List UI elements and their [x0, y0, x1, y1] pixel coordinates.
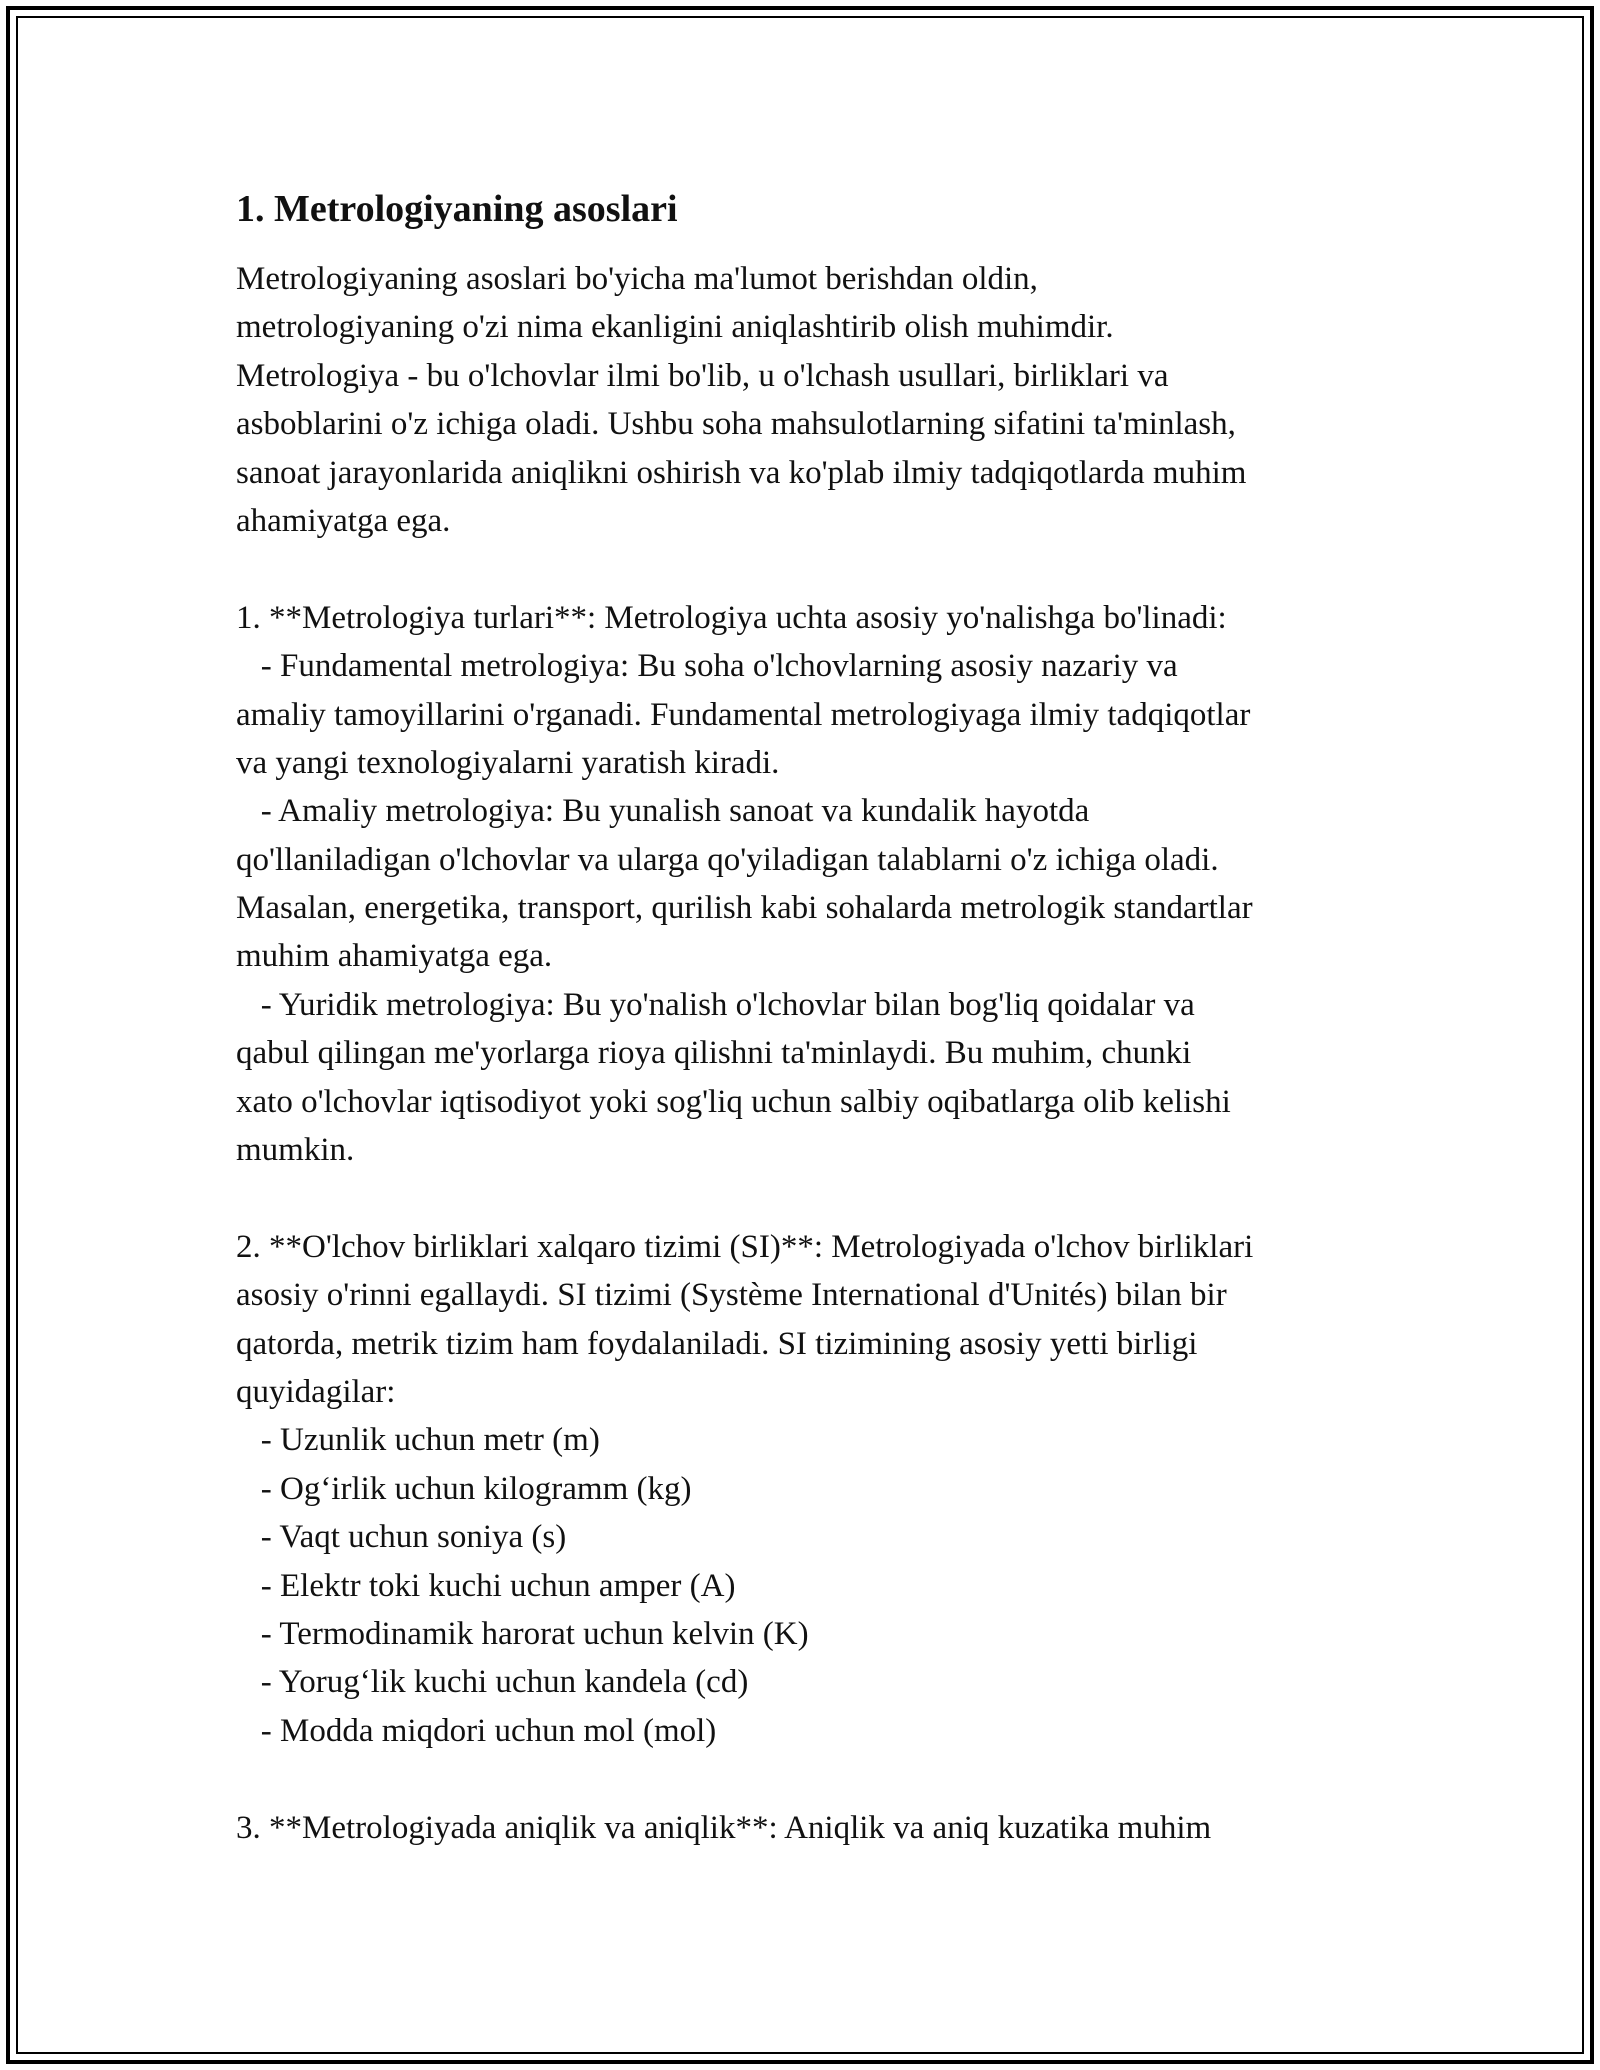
text-line: va yangi texnologiyalarni yaratish kiradi.: [236, 744, 780, 781]
paragraph-gap: [236, 1174, 1376, 1222]
text-line: xato o'lchovlar iqtisodiyot yoki sog'liq uchun salbiy oqibatlarga olib kelishi: [236, 1083, 1231, 1120]
text-line: ahamiyatga ega.: [236, 502, 451, 539]
text-line: Metrologiya - bu o'lchovlar ilmi bo'lib, u o'lchash usullari, birliklari va: [236, 357, 1169, 394]
text-line: - Yuridik metrologiya: Bu yo'nalish o'lchovlar bilan bog'liq qoidalar va: [236, 986, 1195, 1023]
paragraph-si-units: [236, 1223, 1376, 1755]
text-line: sanoat jarayonlarida aniqlikni oshirish va ko'plab ilmiy tadqiqotlarda muhim: [236, 454, 1247, 491]
list-item: - Uzunlik uchun metr (m): [236, 1422, 600, 1459]
text-line: qabul qilingan me'yorlarga rioya qilishni ta'minlaydi. Bu muhim, chunki: [236, 1035, 1192, 1072]
text-line: mumkin.: [236, 1132, 355, 1169]
document-body: [236, 185, 1376, 1852]
text-line: - Fundamental metrologiya: Bu soha o'lchovlarning asosiy nazariy va: [236, 648, 1178, 685]
list-item: - Termodinamik harorat uchun kelvin (K): [236, 1615, 809, 1652]
paragraph-gap: [236, 545, 1376, 593]
text-line: muhim ahamiyatga ega.: [236, 938, 553, 975]
list-item: - Ogʻirlik uchun kilogramm (kg): [236, 1470, 692, 1507]
text-line: asboblarini o'z ichiga oladi. Ushbu soha mahsulotlarning sifatini ta'minlash,: [236, 406, 1236, 443]
list-item: - Yorugʻlik kuchi uchun kandela (cd): [236, 1664, 749, 1701]
text-line: asosiy o'rinni egallaydi. SI tizimi (Système International d'Unités) bilan bir: [236, 1277, 1227, 1314]
text-line: Masalan, energetika, transport, qurilish kabi sohalarda metrologik standartlar: [236, 890, 1253, 927]
text-line: qo'llaniladigan o'lchovlar va ularga qo'yiladigan talablarni o'z ichiga oladi.: [236, 841, 1219, 878]
paragraph-gap: [236, 1755, 1376, 1803]
text-line: 3. **Metrologiyada aniqlik va aniqlik**: Aniqlik va aniq kuzatika muhim: [236, 1809, 1212, 1846]
text-line: Metrologiyaning asoslari bo'yicha ma'lumot berishdan oldin,: [236, 261, 1038, 297]
text-line: 1. **Metrologiya turlari**: Metrologiya uchta asosiy yo'nalishga bo'linadi:: [236, 599, 1227, 636]
text-line: qatorda, metrik tizim ham foydalaniladi. SI tizimining asosiy yetti birligi: [236, 1325, 1198, 1362]
section-heading: 1. Metrologiyaning asoslari: [236, 188, 678, 230]
list-item: - Elektr toki kuchi uchun amper (A): [236, 1567, 736, 1604]
paragraph-accuracy: [236, 1804, 1376, 1852]
paragraph-intro: [236, 255, 1376, 545]
text-line: metrologiyaning o'zi nima ekanligini aniqlashtirib olish muhimdir.: [236, 309, 1114, 346]
list-item: - Modda miqdori uchun mol (mol): [236, 1712, 717, 1749]
text-line: amaliy tamoyillarini o'rganadi. Fundamental metrologiyaga ilmiy tadqiqotlar: [236, 696, 1251, 733]
text-line: quyidagilar:: [236, 1373, 396, 1410]
text-line: 2. **O'lchov birliklari xalqaro tizimi (SI)**: Metrologiyada o'lchov birliklari: [236, 1228, 1254, 1265]
paragraph-metrology-types: [236, 594, 1376, 1175]
list-item: - Vaqt uchun soniya (s): [236, 1519, 567, 1556]
text-line: - Amaliy metrologiya: Bu yunalish sanoat va kundalik hayotda: [236, 793, 1090, 830]
